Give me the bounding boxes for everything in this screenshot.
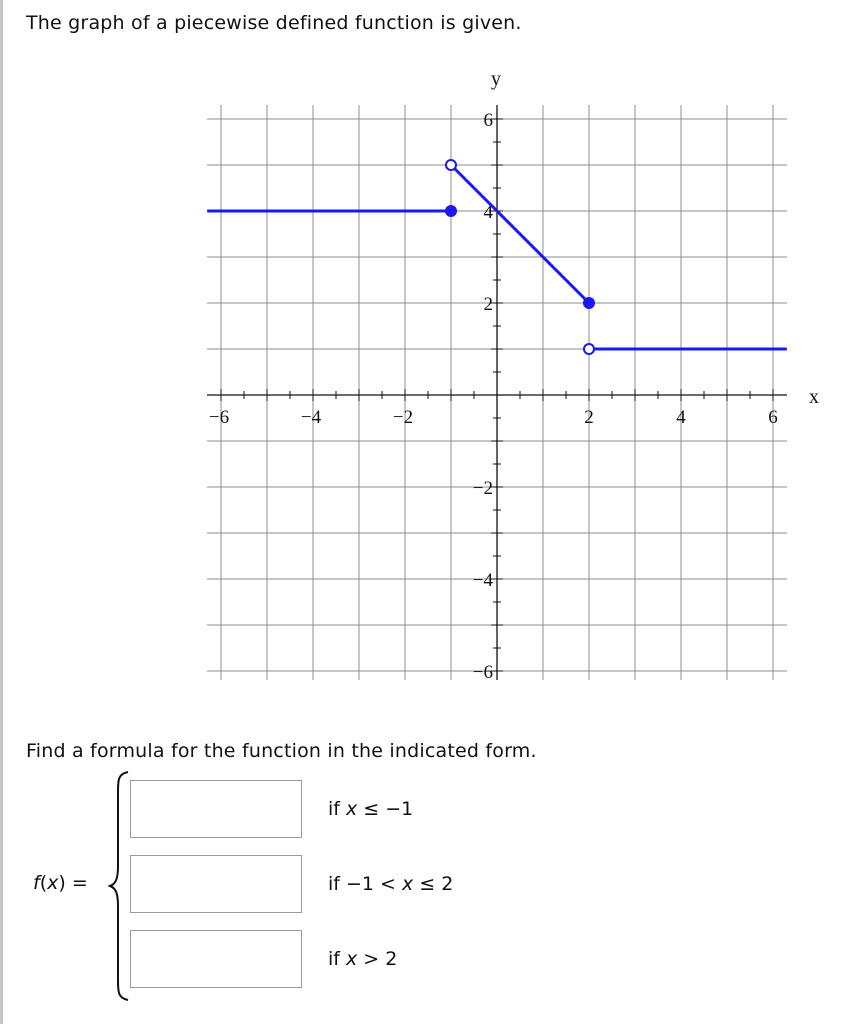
left-brace: [108, 770, 132, 1002]
function-variable: x: [47, 872, 59, 894]
x-axis-label: x: [809, 386, 819, 408]
answer-input-2[interactable]: [130, 855, 302, 913]
condition-2-suffix: ≤ 2: [413, 873, 454, 895]
x-tick-label: −4: [300, 407, 322, 428]
x-tick-label: 2: [584, 407, 594, 428]
instruction-text: Find a formula for the function in the indicated form.: [26, 740, 537, 762]
y-axis-label: y: [491, 68, 501, 90]
condition-1: [328, 798, 413, 820]
y-tick-label: 6: [483, 110, 493, 131]
closed-endpoint: [446, 206, 456, 216]
condition-3-var: x: [346, 948, 358, 970]
condition-1-suffix: ≤ −1: [357, 798, 414, 820]
x-tick-label: 4: [676, 407, 686, 428]
condition-2-var: x: [402, 873, 414, 895]
y-tick-label: −4: [472, 570, 493, 591]
condition-1-prefix: if: [328, 798, 347, 820]
condition-3-suffix: > 2: [357, 948, 398, 970]
condition-2-prefix: if −1 <: [328, 873, 403, 895]
y-tick-label: 2: [483, 294, 493, 315]
y-tick-label: −2: [472, 478, 493, 499]
condition-2: [328, 873, 453, 895]
open-endpoint: [446, 160, 456, 170]
x-tick-label: −2: [392, 407, 414, 428]
x-tick-label: 6: [768, 407, 778, 428]
y-tick-label: −6: [472, 662, 493, 683]
function-label: f(x) =: [33, 872, 88, 894]
condition-3-prefix: if: [328, 948, 347, 970]
y-tick-label: 4: [483, 202, 493, 223]
function-name: f: [33, 872, 40, 894]
condition-3: [328, 948, 397, 970]
answer-input-1[interactable]: [130, 780, 302, 838]
open-endpoint: [584, 344, 594, 354]
series-line-piece2: [451, 165, 589, 303]
x-tick-label: −6: [208, 407, 230, 428]
closed-endpoint: [584, 298, 594, 308]
question-prompt: The graph of a piecewise defined function is given.: [26, 12, 522, 34]
condition-1-var: x: [346, 798, 358, 820]
answer-input-3[interactable]: [130, 930, 302, 988]
